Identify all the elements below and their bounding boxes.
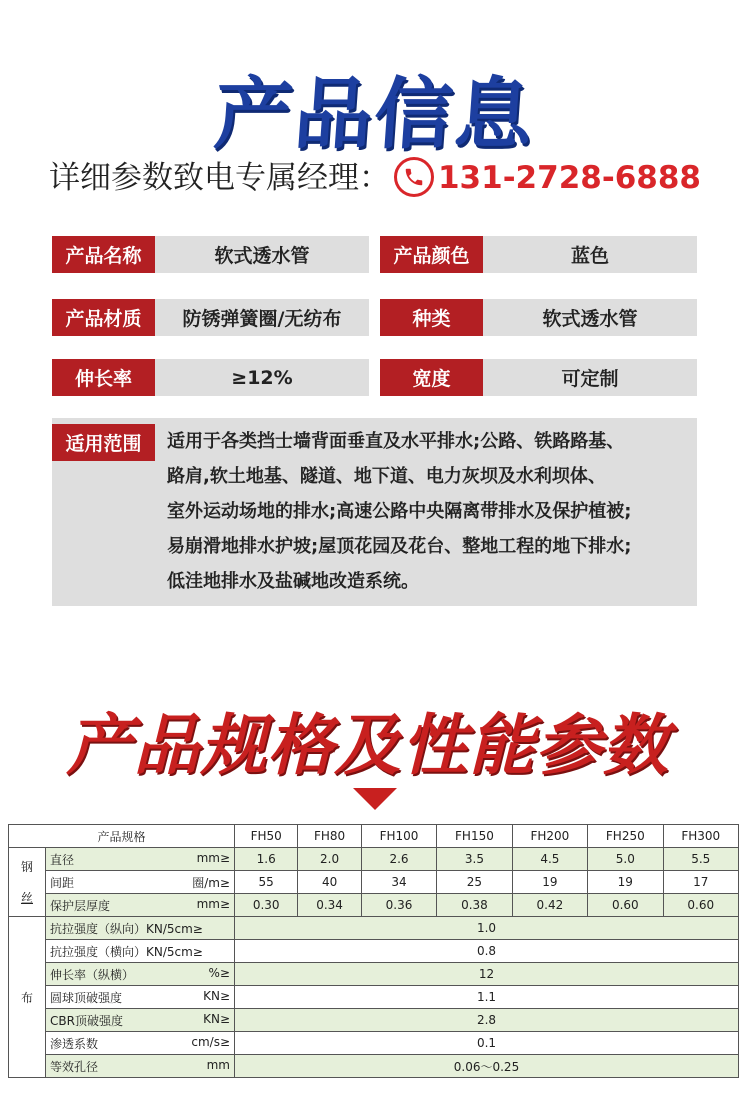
value-cell: 1.1 [235, 986, 739, 1009]
value-cell: 0.36 [361, 894, 436, 917]
info-row-name [52, 236, 369, 273]
param-name: 保护层厚度 [50, 898, 111, 913]
value-cell: 0.34 [298, 894, 361, 917]
param-name: 抗拉强度（横向）KN/5cm≥ [50, 944, 203, 959]
model-header: FH80 [298, 825, 361, 848]
value-cell: 1.6 [235, 848, 298, 871]
param-cell [46, 848, 235, 871]
value-cell: 2.0 [298, 848, 361, 871]
scope-label: 适用范围 [52, 424, 155, 461]
table-row [9, 963, 739, 986]
value-cell: 0.42 [512, 894, 587, 917]
page-title: 产品信息 [211, 70, 538, 160]
color-value: 蓝色 [483, 236, 697, 273]
param-name: 等效孔径 [50, 1059, 99, 1074]
table-row [9, 848, 739, 871]
value-cell: 5.0 [588, 848, 663, 871]
param-unit: 圈/m≥ [192, 875, 230, 890]
scope-line: 易崩滑地排水护坡;屋顶花园及花台、整地工程的地下排水; [167, 536, 632, 557]
scope-panel [52, 418, 697, 606]
param-cell [46, 940, 235, 963]
table-row [9, 917, 739, 940]
param-cell [46, 1032, 235, 1055]
param-cell [46, 1009, 235, 1032]
param-name: CBR顶破强度 [50, 1013, 123, 1028]
phone-number[interactable]: 131-2728-6888 [437, 160, 701, 196]
type-label: 种类 [380, 299, 483, 336]
info-row-color [380, 236, 697, 273]
param-cell [46, 871, 235, 894]
width-value: 可定制 [483, 359, 697, 396]
param-name: 伸长率（纵横） [50, 967, 135, 982]
phone-icon [394, 157, 434, 197]
param-unit: KN≥ [203, 1011, 230, 1026]
table-row [9, 1055, 739, 1078]
elongation-value: ≥12% [155, 359, 369, 396]
scope-line: 适用于各类挡士墙背面垂直及水平排水;公路、铁路路基、 [167, 431, 625, 452]
value-cell: 0.38 [437, 894, 512, 917]
contact-line [0, 152, 750, 203]
param-unit: KN≥ [203, 988, 230, 1003]
param-cell [46, 917, 235, 940]
table-row [9, 1009, 739, 1032]
value-cell: 5.5 [663, 848, 738, 871]
param-cell [46, 986, 235, 1009]
info-row-material [52, 299, 369, 336]
model-header: FH200 [512, 825, 587, 848]
value-cell: 17 [663, 871, 738, 894]
material-value: 防锈弹簧圈/无纺布 [155, 299, 369, 336]
info-row-width [380, 359, 697, 396]
model-header: FH300 [663, 825, 738, 848]
value-cell: 0.60 [663, 894, 738, 917]
table-header-row [9, 825, 739, 848]
header-label: 产品规格 [9, 825, 235, 848]
value-cell: 0.06～0.25 [235, 1055, 739, 1078]
model-header: FH250 [588, 825, 663, 848]
value-cell: 2.8 [235, 1009, 739, 1032]
value-cell: 19 [588, 871, 663, 894]
table-row [9, 1032, 739, 1055]
contact-label: 详细参数致电专属经理： [48, 160, 390, 196]
value-cell: 25 [437, 871, 512, 894]
spec-table [8, 824, 739, 1078]
value-cell: 0.30 [235, 894, 298, 917]
group-steel-char: 钢 [20, 860, 33, 874]
info-row-type [380, 299, 697, 336]
table-row [9, 940, 739, 963]
param-name: 直径 [50, 852, 75, 867]
scope-text [167, 424, 687, 599]
value-cell: 3.5 [437, 848, 512, 871]
material-label: 产品材质 [52, 299, 155, 336]
table-row [9, 871, 739, 894]
value-cell: 4.5 [512, 848, 587, 871]
scope-line: 路肩,软土地基、隧道、地下道、电力灰坝及水利坝体、 [167, 466, 606, 487]
name-value: 软式透水管 [155, 236, 369, 273]
param-cell [46, 894, 235, 917]
value-cell: 34 [361, 871, 436, 894]
value-cell: 19 [512, 871, 587, 894]
model-header: FH100 [361, 825, 436, 848]
width-label: 宽度 [380, 359, 483, 396]
param-unit: mm≥ [196, 896, 230, 911]
elongation-label: 伸长率 [52, 359, 155, 396]
value-cell: 1.0 [235, 917, 739, 940]
info-row-elongation [52, 359, 369, 396]
value-cell: 0.1 [235, 1032, 739, 1055]
name-label: 产品名称 [52, 236, 155, 273]
value-cell: 55 [235, 871, 298, 894]
value-cell: 40 [298, 871, 361, 894]
model-header: FH150 [437, 825, 512, 848]
table-row [9, 894, 739, 917]
scope-line: 低洼地排水及盐碱地改造系统。 [167, 571, 419, 592]
group-cloth: 布 [9, 917, 46, 1078]
down-arrow-icon [353, 788, 397, 810]
param-unit: %≥ [208, 965, 230, 980]
param-name: 圆球顶破强度 [50, 990, 123, 1005]
type-value: 软式透水管 [483, 299, 697, 336]
param-cell [46, 963, 235, 986]
model-header: FH50 [235, 825, 298, 848]
param-unit: mm [206, 1057, 230, 1072]
scope-line: 室外运动场地的排水;高速公路中央隔离带排水及保护植被; [167, 501, 632, 522]
param-unit: mm≥ [196, 850, 230, 865]
value-cell: 12 [235, 963, 739, 986]
param-cell [46, 1055, 235, 1078]
param-name: 渗透系数 [50, 1036, 99, 1051]
spec-title: 产品规格及性能参数 [62, 707, 685, 784]
param-name: 抗拉强度（纵向）KN/5cm≥ [50, 921, 203, 936]
color-label: 产品颜色 [380, 236, 483, 273]
value-cell: 0.60 [588, 894, 663, 917]
table-row [9, 986, 739, 1009]
value-cell: 0.8 [235, 940, 739, 963]
group-steel [9, 848, 46, 917]
param-name: 间距 [50, 875, 75, 890]
group-steel-char: 丝 [20, 891, 33, 905]
param-unit: cm/s≥ [191, 1034, 230, 1049]
value-cell: 2.6 [361, 848, 436, 871]
